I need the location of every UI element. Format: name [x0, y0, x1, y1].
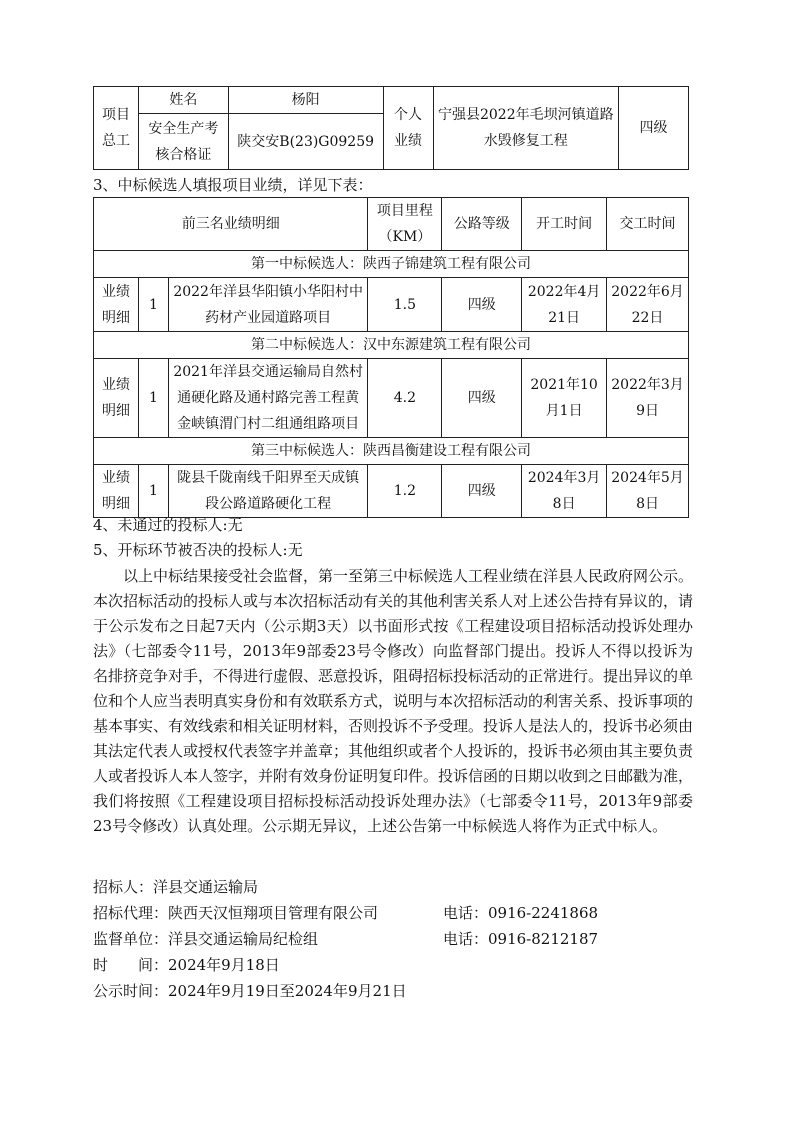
project-name: 2022年洋县华阳镇小华阳村中药材产业园道路项目 [168, 278, 368, 332]
cert-value: 陕交安B(23)G09259 [228, 114, 383, 170]
row-label: 业绩明细 [94, 278, 139, 332]
cert-label: 安全生产考核合格证 [138, 114, 228, 170]
end-date: 2022年6月22日 [607, 278, 689, 332]
agent: 招标代理：陕西天汉恒翔项目管理有限公司 [93, 904, 379, 922]
name-label: 姓名 [138, 87, 228, 114]
row-no: 1 [138, 278, 168, 332]
project-grade: 四级 [442, 278, 522, 332]
issue-time: 时 间：2024年9月18日 [93, 956, 280, 974]
header-start: 开工时间 [522, 198, 607, 251]
start-date: 2024年3月8日 [522, 465, 607, 518]
end-date: 2022年3月9日 [607, 359, 689, 438]
start-date: 2022年4月21日 [522, 278, 607, 332]
performance-table [93, 197, 689, 518]
personal-performance-value: 宁强县2022年毛坝河镇道路水毁修复工程 [433, 87, 619, 170]
tenderer: 招标人：洋县交通运输局 [93, 878, 259, 896]
project-km: 1.2 [368, 465, 442, 518]
end-date: 2024年5月8日 [607, 465, 689, 518]
name-value: 杨阳 [228, 87, 383, 114]
supervisor: 监督单位：洋县交通运输局纪检组 [93, 930, 319, 948]
section-5: 5、开标环节被否决的投标人:无 [93, 541, 303, 559]
project-grade: 四级 [442, 359, 522, 438]
row-no: 1 [138, 465, 168, 518]
agent-row [93, 902, 599, 923]
candidate-3-header: 第三中标候选人：陕西昌衡建设工程有限公司 [94, 438, 689, 465]
supervisor-tel: 电话：0916-8212187 [443, 930, 599, 948]
row-no: 1 [138, 359, 168, 438]
row-label: 业绩明细 [94, 359, 139, 438]
project-km: 4.2 [368, 359, 442, 438]
supervisor-row [93, 928, 599, 949]
project-manager-table [93, 86, 689, 170]
project-name: 陇县千陇南线千阳界至天成镇段公路道路硬化工程 [168, 465, 368, 518]
agent-tel: 电话：0916-2241868 [443, 904, 599, 922]
header-end: 交工时间 [607, 198, 689, 251]
candidate-2-header: 第二中标候选人：汉中东源建筑工程有限公司 [94, 332, 689, 359]
publicity-time: 公示时间：2024年9月19日至2024年9月21日 [93, 982, 407, 1000]
header-detail: 前三名业绩明细 [94, 198, 368, 251]
project-grade: 四级 [442, 465, 522, 518]
project-name: 2021年洋县交通运输局自然村通硬化路及通村路完善工程黄金峡镇渭门村二组通组路项目 [168, 359, 368, 438]
project-manager-label: 项目总工 [94, 87, 139, 170]
start-date: 2021年10月1日 [522, 359, 607, 438]
grade-value: 四级 [619, 87, 689, 170]
header-km: 项目里程（KM） [368, 198, 442, 251]
section-4: 4、未通过的投标人:无 [93, 516, 243, 534]
personal-performance-label: 个人业绩 [383, 87, 433, 170]
project-km: 1.5 [368, 278, 442, 332]
notice-paragraph: 以上中标结果接受社会监督，第一至第三中标候选人工程业绩在洋县人民政府网公示。本次招标活动的投标人或与本次招标活动有关的其他利害关系人对上述公告持有异议的，请于公示发布之日起7天内（公示期3天）以书面形式按《工程建设项目招标活动投诉处理办法》（七部委令11号，2013年9部委23号令修改）向监督部门提出。投诉人不得以投诉为名排挤竞争对手，不得进行虚假、恶意投诉，阻碍招标投标活动的正常进行。提出异议的单位和个人应当表明真实身份和有效联系方式，说明与本次招标活动的利害关系、投诉事项的基本事实、有效线索和相关证明材料，否则投诉不予受理。投诉人是法人的，投诉书必须由其法定代表人或授权代表签字并盖章；其他组织或者个人投诉的，投诉书必须由其主要负责人或者投诉人本人签字，并附有效身份证明复印件。投诉信函的日期以收到之日邮戳为准，我们将按照《工程建设项目招标投标活动投诉处理办法》（七部委令11号，2013年9部委23号令修改）认真处理。公示期无异议，上述公告第一中标候选人将作为正式中标人。 [93, 567, 694, 835]
section-3-heading: 3、中标候选人填报项目业绩，详见下表： [93, 176, 373, 194]
header-grade: 公路等级 [442, 198, 522, 251]
candidate-1-header: 第一中标候选人：陕西子锦建筑工程有限公司 [94, 251, 689, 278]
row-label: 业绩明细 [94, 465, 139, 518]
